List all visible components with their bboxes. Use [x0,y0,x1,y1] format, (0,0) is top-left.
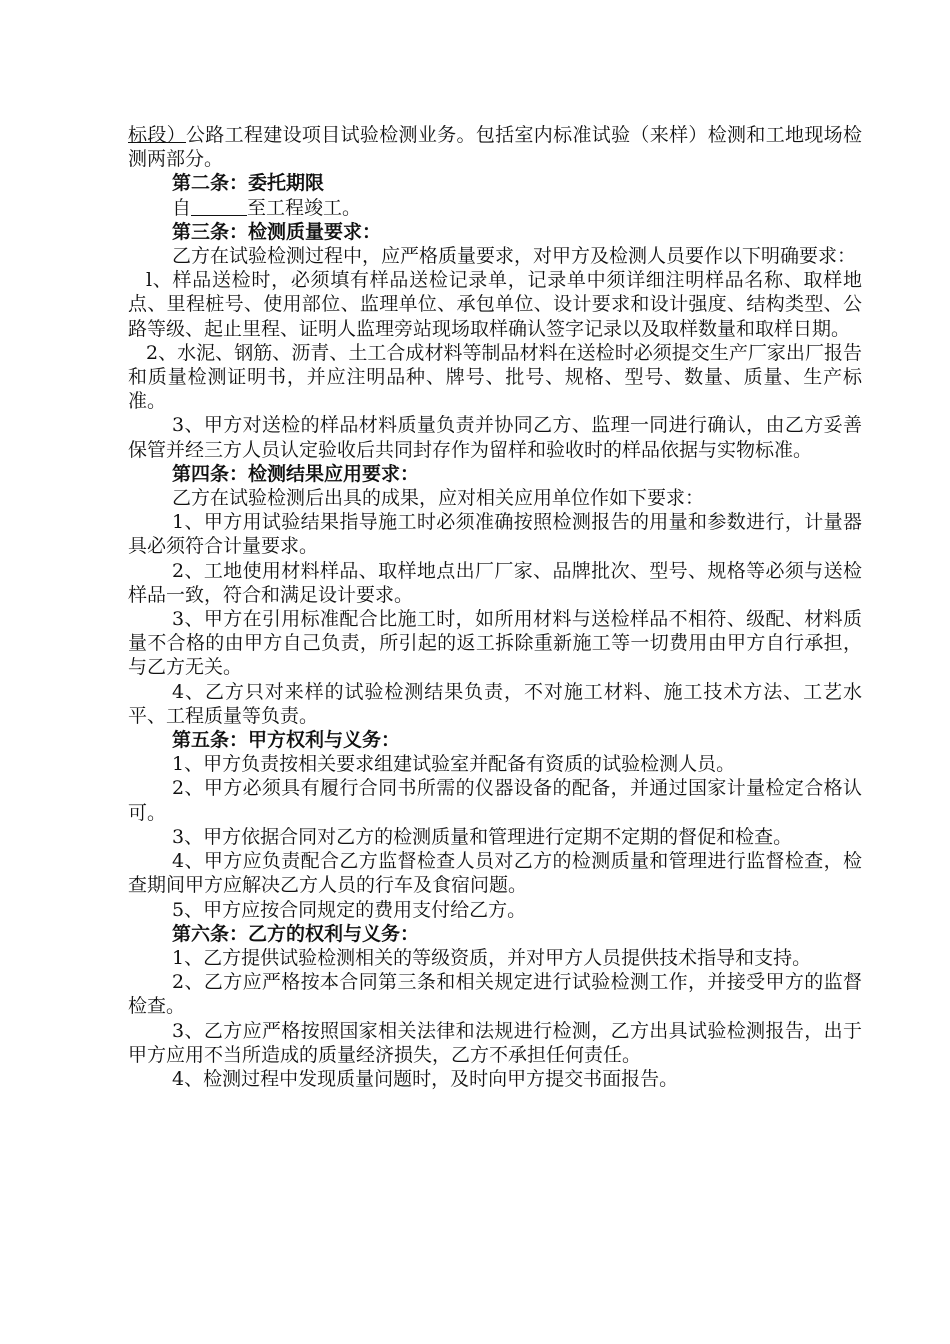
paragraph-3-item-3: 3、甲方对送检的样品材料质量负责并协同乙方、监理一同进行确认，由乙方妥善保管并经三方人员认定验收后共同封存作为留样和验收时的样品依据与实物标准。 [128,414,862,461]
paragraph-scope: 标段）公路工程建设项目试验检测业务。包括室内标准试验（来样）检测和工地现场检测两部分。 [128,124,862,171]
heading-article-4: 第四条：检测结果应用要求： [172,462,420,485]
heading-article-6: 第六条：乙方的权利与义务： [172,922,420,945]
paragraph-3-item-1: l、样品送检时，必须填有样品送检记录单，记录单中须详细注明样品名称、取样地点、里程桩号、使用部位、监理单位、承包单位、设计要求和设计强度、结构类型、公路等级、起止里程、证明人监理旁站现场取样确认签字记录以及取样数量和取样日期。 [128,269,862,340]
underlined-section-ref: 标段） [128,124,186,146]
paragraph-5-item-5: 5、甲方应按合同规定的费用支付给乙方。 [172,898,527,921]
heading-article-5: 第五条：甲方权利与义务： [172,729,401,752]
paragraph-4-intro: 乙方在试验检测后出具的成果，应对相关应用单位作如下要求： [172,487,705,510]
paragraph-4-item-1: 1、甲方用试验结果指导施工时必须准确按照检测报告的用量和参数进行，计量器具必须符合计量要求。 [128,511,862,558]
paragraph-4-item-3: 3、甲方在引用标准配合比施工时，如所用材料与送检样品不相符、级配、材料质量不合格的由甲方自己负责，所引起的返工拆除重新施工等一切费用由甲方自行承担，与乙方无关。 [128,608,862,679]
paragraph-6-item-3: 3、乙方应严格按照国家相关法律和法规进行检测，乙方出具试验检测报告，出于甲方应用不当所造成的质量经济损失，乙方不承担任何责任。 [128,1019,862,1066]
paragraph-6-item-4: 4、检测过程中发现质量问题时，及时向甲方提交书面报告。 [172,1067,679,1090]
paragraph-term: 自 至工程竣工。 [172,196,362,219]
paragraph-5-item-3: 3、甲方依据合同对乙方的检测质量和管理进行定期不定期的督促和检查。 [172,825,793,848]
document-page [128,123,862,1091]
paragraph-3-intro: 乙方在试验检测过程中，应严格质量要求，对甲方及检测人员要作以下明确要求： [172,245,857,268]
paragraph-5-item-2: 2、甲方必须具有履行合同书所需的仪器设备的配备，并通过国家计量检定合格认可。 [128,777,862,824]
paragraph-4-item-4: 4、乙方只对来样的试验检测结果负责，不对施工材料、施工技术方法、工艺水平、工程质量等负责。 [128,680,862,727]
heading-article-2: 第二条：委托期限 [172,172,325,195]
paragraph-4-item-2: 2、工地使用材料样品、取样地点出厂厂家、品牌批次、型号、规格等必须与送检样品一致，符合和满足设计要求。 [128,559,862,606]
blank-date-field [191,197,247,216]
heading-article-3: 第三条：检测质量要求： [172,220,382,243]
paragraph-5-item-1: 1、甲方负责按相关要求组建试验室并配备有资质的试验检测人员。 [172,753,736,776]
paragraph-6-item-2: 2、乙方应严格按本合同第三条和相关规定进行试验检测工作，并接受甲方的监督检查。 [128,971,862,1018]
paragraph-5-item-4: 4、甲方应负责配合乙方监督检查人员对乙方的检测质量和管理进行监督检查，检查期间甲方应解决乙方人员的行车及食宿问题。 [128,850,862,897]
paragraph-6-item-1: 1、乙方提供试验检测相关的等级资质，并对甲方人员提供技术指导和支持。 [172,946,812,969]
paragraph-3-item-2: 2、水泥、钢筋、沥青、土工合成材料等制品材料在送检时必须提交生产厂家出厂报告和质量检测证明书，并应注明品种、牌号、批号、规格、型号、数量、质量、生产标准。 [128,341,862,413]
